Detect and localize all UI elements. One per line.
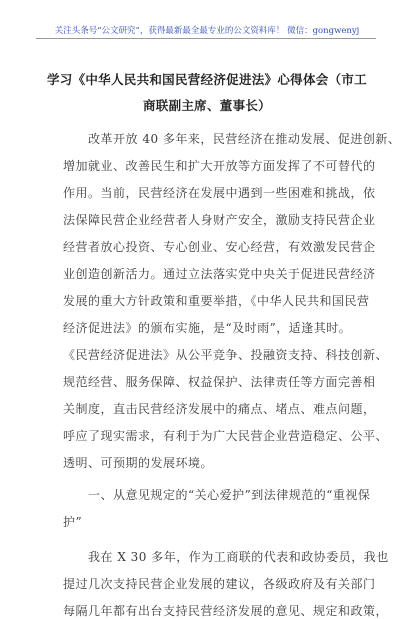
body-line: 发展的重大方针政策和重要举措，《中华人民共和国民营	[63, 294, 370, 308]
document-title-line-2: 商联副主席、董事长）	[142, 98, 271, 113]
body-line: 每隔几年都有出台支持民营经济发展的意见、规定和政策，	[63, 604, 389, 618]
body-line: 透明、可预期的发展环境。	[63, 456, 214, 470]
header-banner: 关注头条号“公文研究”，获得最新最全最专业的公文资料库！ 微信：gongwenyj	[54, 26, 360, 36]
header-divider	[36, 38, 376, 39]
body-line: 我在 X 30 多年，作为工商联的代表和政协委员，我也	[88, 550, 389, 564]
body-line: 经营者放心投资、专心创业、安心经营，有效激发民营企	[63, 240, 376, 254]
body-line: 规范经营、服务保障、权益保护、法律责任等方面完善相	[63, 375, 376, 389]
document-title-line-1: 学习《中华人民共和国民营经济促进法》心得体会（市工	[46, 72, 367, 87]
body-line: 关制度，直击民营经济发展中的痛点、堵点、难点问题，	[63, 402, 376, 416]
body-line: 提过几次支持民营企业发展的建议，各级政府及有关部门	[63, 577, 376, 591]
body-line: 作用。当前，民营经济在发展中遇到一些困难和挑战，依	[63, 186, 376, 200]
body-line: 业创造创新活力。通过立法落实党中央关于促进民营经济	[63, 267, 376, 281]
body-line: 《民营经济促进法》从公平竞争、投融资支持、科技创新、	[63, 348, 389, 362]
body-line: 改革开放 40 多年来，民营经济在推动发展、促进创新、	[88, 132, 401, 146]
body-line: 增加就业、改善民生和扩大开放等方面发挥了不可替代的	[63, 159, 376, 173]
body-line: 经济促进法》的颁布实施，是“及时雨”，适逢其时。	[63, 321, 352, 335]
body-line: 法保障民营企业经营者人身财产安全，激励支持民营企业	[63, 213, 376, 227]
body-line: 呼应了现实需求，有利于为广大民营企业营造稳定、公平、	[63, 429, 389, 443]
section-heading-line-2: 护”	[63, 515, 83, 529]
section-heading-line-1: 一、从意见规定的“关心爱护”到法律规范的“重视保	[88, 488, 371, 502]
